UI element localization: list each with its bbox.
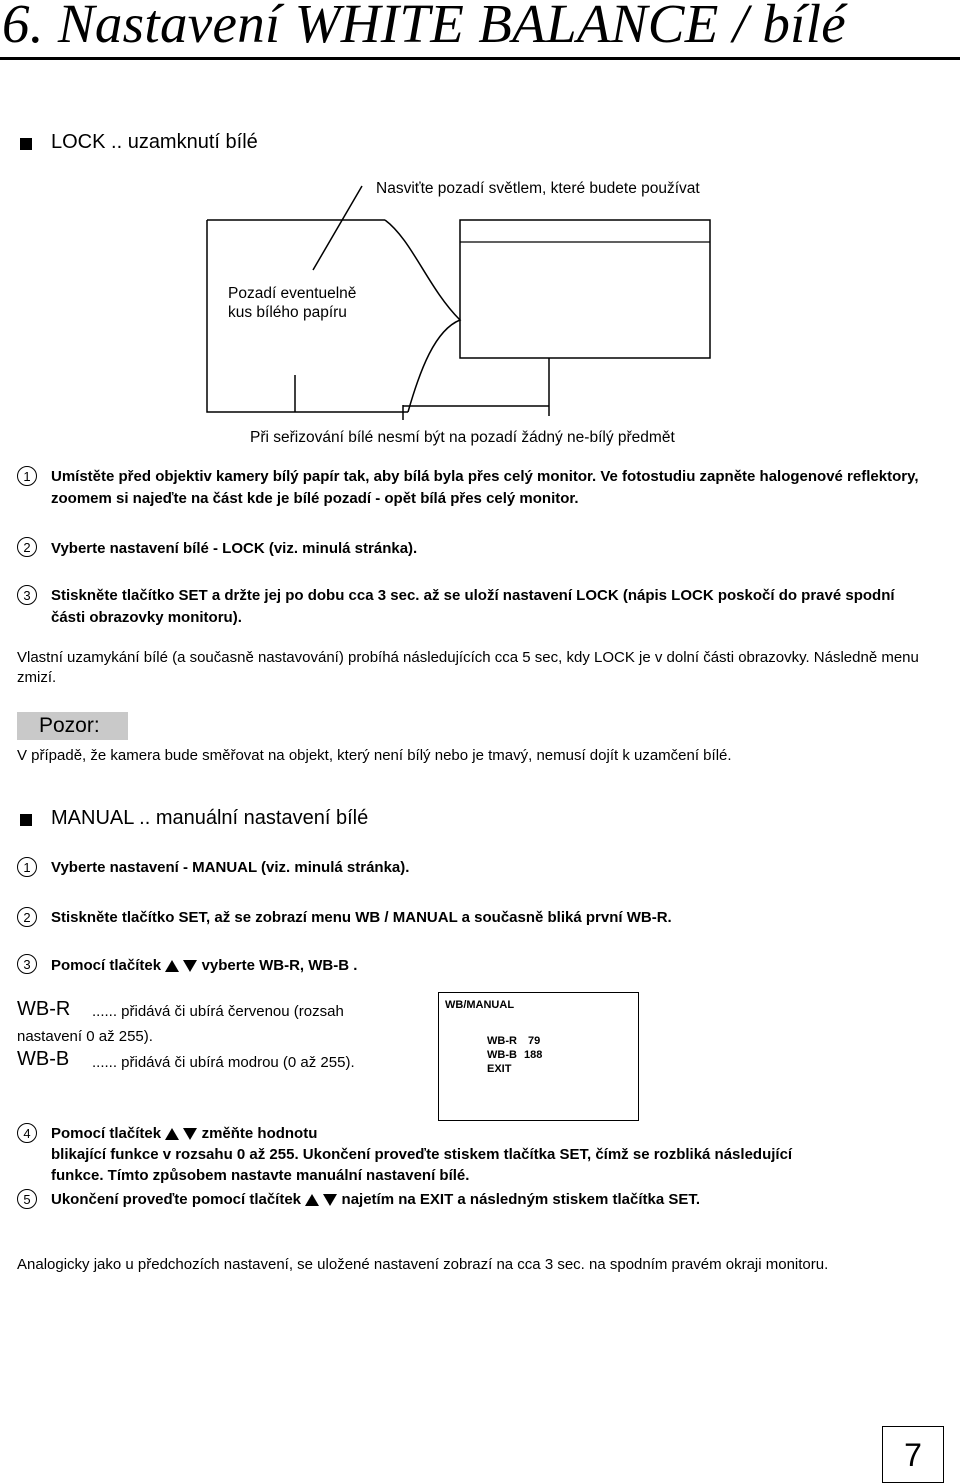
manual-step-4-line-2: blikající funkce v rozsahu 0 až 255. Ukončení proveďte stiskem tlačítka SET, čímž se rozbliká následující [51, 1146, 793, 1163]
step4-suffix: změňte hodnotu [201, 1125, 318, 1142]
osd-menu-preview [438, 992, 639, 1121]
diagram-top-label: Nasviťte pozadí světlem, které budete používat [376, 180, 700, 197]
manual-step-1: Vyberte nastavení - MANUAL (viz. minulá stránka). [51, 859, 410, 876]
step-number-2: 2 [17, 537, 37, 557]
pozor-label: Pozor: [17, 712, 128, 740]
arrow-up-icon [165, 1128, 179, 1140]
osd-row-value: 188 [524, 1049, 543, 1061]
lock-step-3: Stiskněte tlačítko SET a držte jej po dobu cca 3 sec. až se uloží nastavení LOCK (nápis LOCK poskočí do pravé spodní části obrazovky monitoru). [51, 587, 895, 626]
diagram-paper-label-2: kus bílého papíru [228, 304, 347, 321]
lock-note: Vlastní uzamykání bílé (a současně nastavování) probíhá následujících cca 5 sec, kdy LOCK je v dolní části obrazovky. Následně menu zmizí. [17, 649, 919, 686]
step3-prefix: Pomocí tlačítek [51, 957, 162, 974]
wbb-description: ...... přidává či ubírá modrou (0 až 255). [92, 1054, 355, 1071]
arrow-down-icon [323, 1194, 337, 1206]
step-number-1: 1 [17, 466, 37, 486]
osd-row-value: 79 [528, 1035, 541, 1047]
step-number-3: 3 [17, 954, 37, 974]
wbr-label: WB-R [17, 998, 71, 1020]
lock-step-2: Vyberte nastavení bílé - LOCK (viz. minulá stránka). [51, 540, 418, 557]
footer-note: Analogicky jako u předchozích nastavení, se uložené nastavení zobrazí na cca 3 sec. na spodním pravém okraji monitoru. [17, 1256, 829, 1273]
osd-title: WB/MANUAL [445, 999, 515, 1011]
osd-row-label: WB-B [487, 1049, 517, 1061]
manual-step-5 [51, 1189, 700, 1211]
lock-step-1: Umístěte před objektiv kamery bílý papír tak, aby bílá byla přes celý monitor. Ve fotostudiu zapněte halogenové reflektory, zoomem si najeďte na část kde je bílé pozadí - opět bílá přes celý monitor. [51, 468, 919, 507]
arrow-down-icon [183, 1128, 197, 1140]
diagram-bottom-label: Při seřizování bílé nesmí být na pozadí žádný ne-bílý předmět [250, 429, 675, 446]
page-title: 6. Nastavení WHITE BALANCE / bílé [2, 0, 847, 54]
lock-heading: LOCK .. uzamknutí bílé [51, 131, 258, 153]
manual-step-4-line-3: funkce. Tímto způsobem nastavte manuální nastavení bílé. [51, 1167, 470, 1184]
step-number-3: 3 [17, 585, 37, 605]
step-number-2: 2 [17, 907, 37, 927]
wbr-description: ...... přidává či ubírá červenou (rozsah [92, 1003, 344, 1020]
manual-heading: MANUAL .. manuální nastavení bílé [51, 807, 369, 829]
arrow-up-icon [165, 960, 179, 972]
arrow-down-icon [183, 960, 197, 972]
osd-row-label: EXIT [487, 1063, 512, 1075]
step4-prefix: Pomocí tlačítek [51, 1125, 162, 1142]
diagram-paper-label-1: Pozadí eventuelně [228, 285, 357, 302]
arrow-up-icon [305, 1194, 319, 1206]
manual-step-3 [51, 955, 357, 977]
pozor-text: V případě, že kamera bude směřovat na objekt, který není bílý nebo je tmavý, nemusí dojít k uzamčení bílé. [17, 747, 732, 764]
wbr-range: nastavení 0 až 255). [17, 1028, 153, 1045]
osd-row-label: WB-R [487, 1035, 517, 1047]
manual-step-2: Stiskněte tlačítko SET, až se zobrazí menu WB / MANUAL a současně bliká první WB-R. [51, 909, 672, 926]
manual-step-4-line-1 [51, 1123, 317, 1145]
step-number-5: 5 [17, 1189, 37, 1209]
step5-prefix: Ukončení proveďte pomocí tlačítek [51, 1191, 302, 1208]
step-number-4: 4 [17, 1123, 37, 1143]
step3-suffix: vyberte WB-R, WB-B . [201, 957, 358, 974]
bullet-square-icon [20, 138, 32, 150]
step-number-1: 1 [17, 857, 37, 877]
page-number: 7 [882, 1426, 944, 1483]
wbb-label: WB-B [17, 1048, 70, 1070]
step5-suffix: najetím na EXIT a následným stiskem tlačítka SET. [341, 1191, 701, 1208]
title-underline [0, 57, 960, 60]
bullet-square-icon [20, 814, 32, 826]
